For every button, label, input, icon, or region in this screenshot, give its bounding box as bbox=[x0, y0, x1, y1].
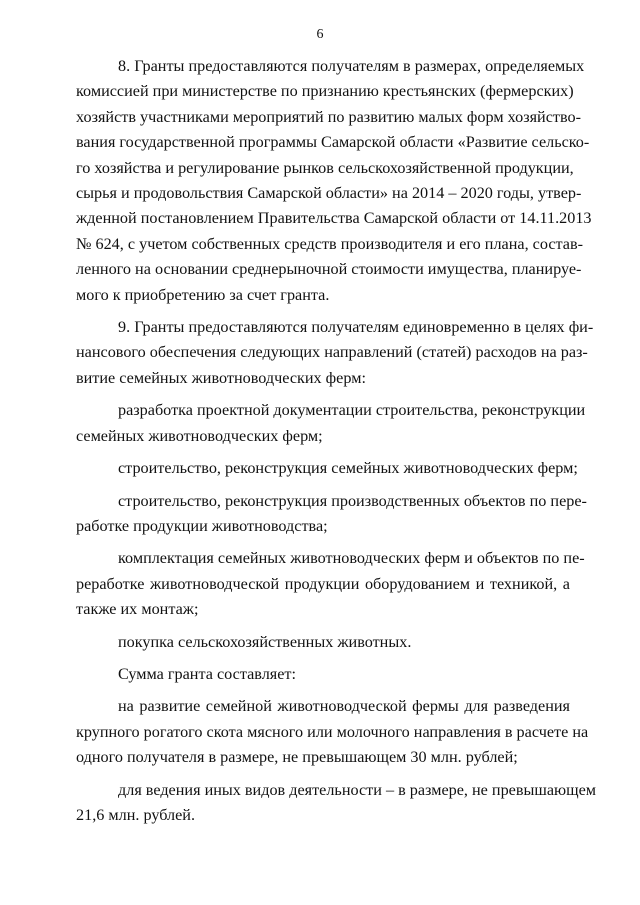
paragraph-item3 bbox=[76, 489, 587, 540]
text-line: № 624, с учетом собственных средств производителя и его плана, состав- bbox=[76, 234, 584, 253]
text-line: одного получателя в размере, не превышающем 30 млн. рублей; bbox=[76, 748, 518, 767]
text-line: семейных животноводческих ферм; bbox=[76, 426, 323, 445]
text-line: мого к приобретению за счет гранта. bbox=[76, 285, 330, 304]
text-line: на развитие семейной животноводческой фермы для разведения bbox=[118, 697, 570, 716]
text-line: ленного на основании среднерыночной стоимости имущества, планируе- bbox=[76, 260, 582, 279]
text-line: нансового обеспечения следующих направлений (статей) расходов на раз- bbox=[76, 343, 588, 362]
text-line: сырья и продовольствия Самарской области» на 2014 – 2020 годы, утвер- bbox=[76, 184, 582, 203]
text-line: также их монтаж; bbox=[76, 600, 199, 619]
text-line: комплектация семейных животноводческих ферм и объектов по пе- bbox=[118, 549, 585, 568]
paragraph-sum-intro bbox=[76, 662, 570, 687]
paragraph-item2 bbox=[76, 456, 578, 481]
paragraph-sum2 bbox=[76, 778, 597, 829]
text-line: 9. Гранты предоставляются получателям единовременно в целях фи- bbox=[118, 318, 594, 337]
paragraph-item1 bbox=[76, 398, 586, 449]
text-line: хозяйств участниками мероприятий по развитию малых форм хозяйство- bbox=[76, 107, 581, 126]
text-line: го хозяйства и регулирование рынков сельскохозяйственной продукции, bbox=[76, 158, 574, 177]
text-line: комиссией при министерстве по признанию крестьянских (фермерских) bbox=[76, 82, 574, 101]
text-line: реработке животноводческой продукции оборудованием и техникой, а bbox=[76, 574, 570, 593]
text-line: покупка сельскохозяйственных животных. bbox=[118, 632, 412, 651]
text-line: жденной постановлением Правительства Самарской области от 14.11.2013 bbox=[76, 209, 592, 228]
paragraph-sum1 bbox=[76, 694, 589, 770]
text-line: вания государственной программы Самарской области «Развитие сельско- bbox=[76, 133, 590, 152]
text-line: крупного рогатого скота мясного или молочного направления в расчете на bbox=[76, 722, 589, 741]
text-line: для ведения иных видов деятельности – в размере, не превышающем bbox=[118, 780, 597, 799]
paragraph-p8 bbox=[76, 54, 592, 308]
text-line: строительство, реконструкция производственных объектов по пере- bbox=[118, 491, 587, 510]
text-line: витие семейных животноводческих ферм: bbox=[76, 368, 366, 387]
text-line: 8. Гранты предоставляются получателям в размерах, определяемых bbox=[118, 57, 585, 75]
paragraph-item4 bbox=[76, 546, 585, 622]
document-body bbox=[76, 54, 597, 835]
text-line: строительство, реконструкция семейных животноводческих ферм; bbox=[118, 459, 578, 478]
paragraph-item5 bbox=[76, 630, 570, 655]
text-line: 21,6 млн. рублей. bbox=[76, 805, 196, 824]
text-line: разработка проектной документации строительства, реконструкции bbox=[118, 401, 586, 420]
page-number: 6 bbox=[316, 27, 324, 42]
text-line: Сумма гранта составляет: bbox=[118, 664, 296, 683]
paragraph-p9 bbox=[76, 315, 594, 391]
text-line: работке продукции животноводства; bbox=[76, 516, 328, 535]
